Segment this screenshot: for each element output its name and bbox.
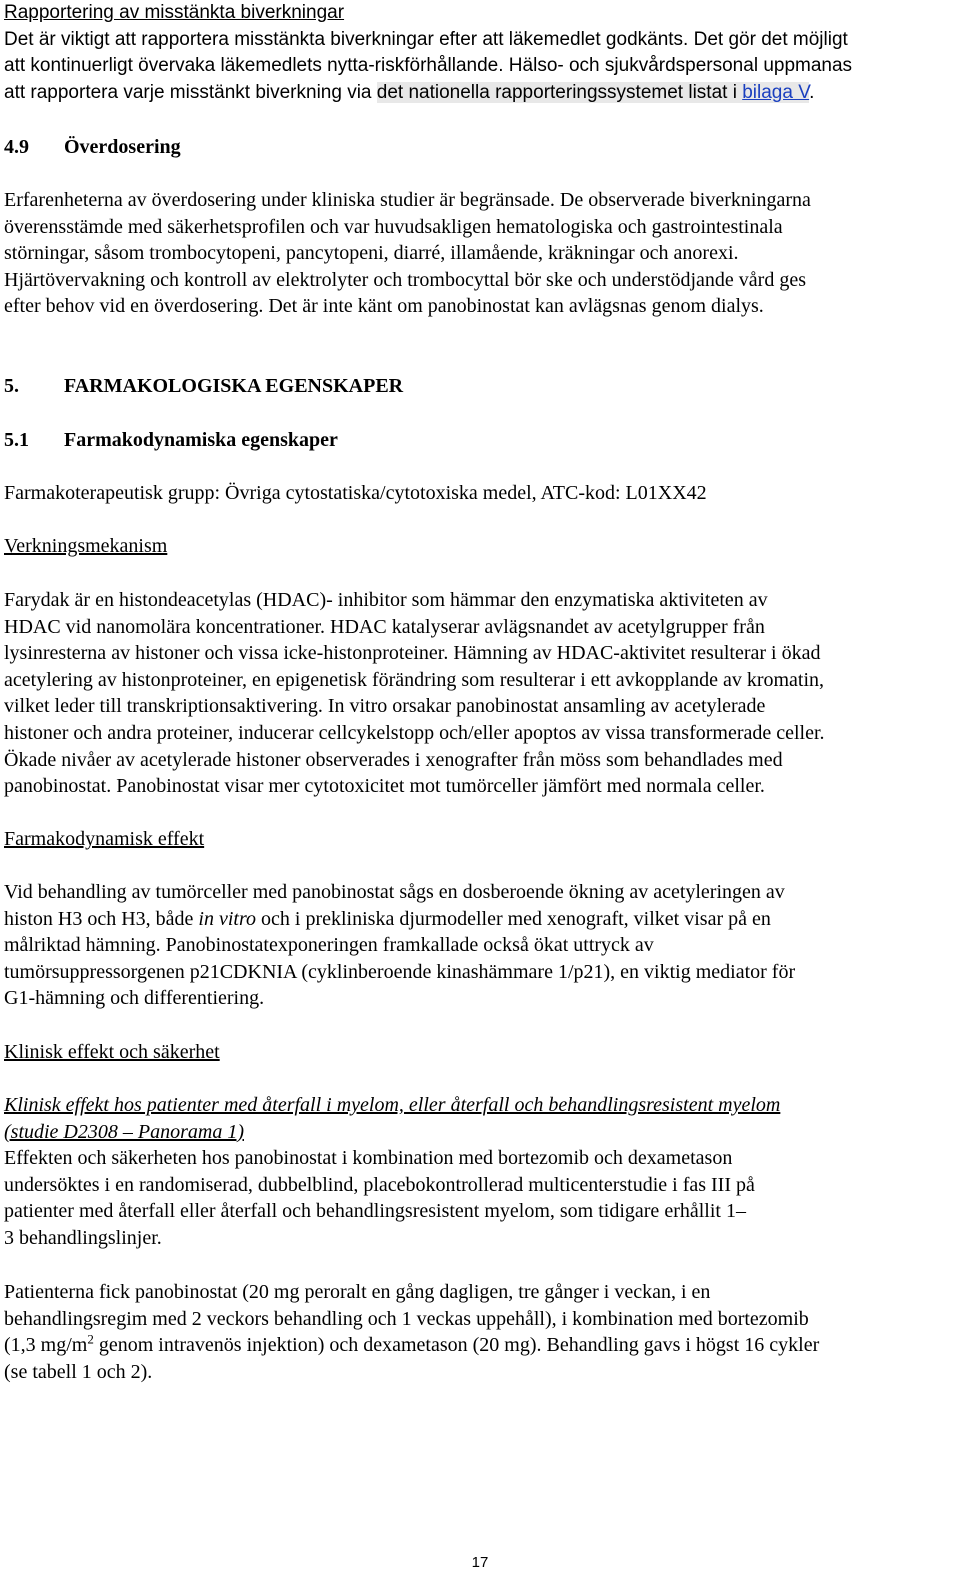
paragraph-line: lysinresterna av histoner och vissa icke-histonproteiner. Hämning av HDAC-aktivitet resulterar i ökad: [4, 642, 821, 665]
paragraph-line: störningar, såsom trombocytopeni, pancytopeni, diarré, illamående, kräkningar och anorexi.: [4, 242, 739, 265]
paragraph-line: 3 behandlingslinjer.: [4, 1226, 162, 1249]
paragraph-line: HDAC vid nanomolära koncentrationer. HDAC katalyserar avlägsnandet av acetylgrupper från: [4, 615, 765, 638]
section-5-1-heading: [4, 427, 338, 454]
superscript: 2: [87, 1331, 94, 1347]
paragraph-line: Effekten och säkerheten hos panobinostat i kombination med bortezomib och dexametason: [4, 1147, 733, 1170]
text-run: genom intravenös injektion) och dexametason (20 mg). Behandling gavs i högst 16 cykler: [93, 1334, 820, 1357]
paragraph-line: histoner och andra proteiner, inducerar cellcykelstopp och/eller apoptos av vissa transformerade celler.: [4, 721, 825, 744]
text-run: och i prekliniska djurmodeller med xenograft, vilket visar på en: [256, 907, 771, 930]
adverse-reporting-period: .: [809, 81, 815, 103]
section-number: 4.9: [4, 136, 29, 158]
paragraph-line: acetylering av histonproteiner, en epigenetisk förändring som resulterar i ett avkopplande av kromatin,: [4, 668, 825, 691]
paragraph-line: undersöktes i en randomiserad, dubbelblind, placebokontrollerad multicenterstudie i fas III på: [4, 1173, 755, 1196]
paragraph-line: överensstämde med säkerhetsprofilen och var huvudsakligen hematologiska och gastrointestinala: [4, 215, 783, 238]
page-number: 17: [471, 1554, 489, 1571]
national-system-text: [377, 82, 809, 103]
text-run: histon H3 och H3, både: [4, 907, 199, 930]
adverse-reporting-line: [4, 80, 852, 107]
adverse-reporting-line: Det är viktigt att rapportera misstänkta biverkningar efter att läkemedlet godkänts. Det gör det möjligt: [4, 28, 848, 50]
overdose-paragraph: [4, 187, 811, 320]
mechanism-heading: Verkningsmekanism: [4, 535, 168, 557]
adverse-reporting-text: att rapportera varje misstänkt biverkning via: [4, 81, 377, 103]
national-system-label: det nationella rapporteringssystemet listat i: [376, 81, 743, 103]
paragraph-line: (se tabell 1 och 2).: [4, 1360, 153, 1383]
clinical-study-block: [4, 1092, 780, 1252]
section-title: Farmakodynamiska egenskaper: [64, 429, 338, 451]
section-4-9-heading: [4, 134, 181, 161]
in-vitro-italic: in vitro: [198, 907, 257, 930]
paragraph-line: Hjärtövervakning och kontroll av elektrolyter och trombocyttal bör ske och understödjande vård ges: [4, 268, 806, 291]
text-run: (1,3 mg/m: [4, 1334, 88, 1357]
appendix-v-link[interactable]: bilaga V: [742, 81, 810, 103]
study-subheading: (studie D2308 – Panorama 1): [4, 1120, 244, 1143]
paragraph-line: Vid behandling av tumörceller med panobinostat sågs en dosberoende ökning av acetyleringen av: [4, 881, 785, 903]
mechanism-paragraph: [4, 587, 825, 800]
pharmacodynamic-effect-heading: Farmakodynamisk effekt: [4, 828, 205, 850]
section-title: FARMAKOLOGISKA EGENSKAPER: [64, 375, 404, 397]
pharmacodynamic-effect-paragraph: [4, 879, 795, 1012]
paragraph-line: efter behov vid en överdosering. Det är inte känt om panobinostat kan avlägsnas genom dialys.: [4, 295, 764, 318]
study-subheading: Klinisk effekt hos patienter med återfall i myelom, eller återfall och behandlingsresistent myelom: [4, 1094, 781, 1116]
section-title: Överdosering: [64, 136, 181, 158]
adverse-reporting-line: att kontinuerligt övervaka läkemedlets nytta-riskförhållande. Hälso- och sjukvårdspersonal uppmanas: [4, 55, 853, 77]
pharmacotherapeutic-group: Farmakoterapeutisk grupp: Övriga cytostatiska/cytotoxiska medel, ATC-kod: L01XX42: [4, 482, 707, 504]
section-5-heading: [4, 373, 403, 400]
dosing-paragraph: [4, 1279, 819, 1385]
section-number: 5.1: [4, 429, 29, 451]
paragraph-line: Erfarenheterna av överdosering under kliniska studier är begränsade. De observerade biverkningarna: [4, 189, 811, 211]
paragraph-line: patienter med återfall eller återfall och behandlingsresistent myelom, som tidigare erhållit 1–: [4, 1200, 746, 1223]
paragraph-line: panobinostat. Panobinostat visar mer cytotoxicitet mot tumörceller jämfört med normala celler.: [4, 775, 765, 798]
adverse-reporting-section: [4, 0, 852, 106]
paragraph-line: Ökade nivåer av acetylerade histoner observerades i xenografter från möss som behandlades med: [4, 748, 783, 771]
adverse-reporting-heading: Rapportering av misstänkta biverkningar: [4, 2, 345, 23]
paragraph-line: vilket leder till transkriptionsaktivering. In vitro orsakar panobinostat ansamling av acetylerade: [4, 695, 766, 718]
clinical-efficacy-heading: Klinisk effekt och säkerhet: [4, 1041, 220, 1063]
paragraph-line: tumörsuppressorgenen p21CDKNIA (cyklinberoende kinashämmare 1/p21), en viktig mediator för: [4, 960, 796, 983]
paragraph-line: G1-hämning och differentiering.: [4, 987, 265, 1010]
section-number: 5.: [4, 375, 19, 397]
paragraph-line: [4, 1332, 819, 1359]
paragraph-line: behandlingsregim med 2 veckors behandling och 1 veckas uppehåll), i kombination med bortezomib: [4, 1307, 809, 1330]
paragraph-line: Farydak är en histondeacetylas (HDAC)- inhibitor som hämmar den enzymatiska aktiviteten av: [4, 589, 768, 611]
paragraph-line: [4, 906, 795, 933]
paragraph-line: målriktad hämning. Panobinostatexponeringen framkallade också ökat uttryck av: [4, 934, 654, 957]
paragraph-line: Patienterna fick panobinostat (20 mg peroralt en gång dagligen, tre gånger i veckan, i en: [4, 1281, 711, 1303]
